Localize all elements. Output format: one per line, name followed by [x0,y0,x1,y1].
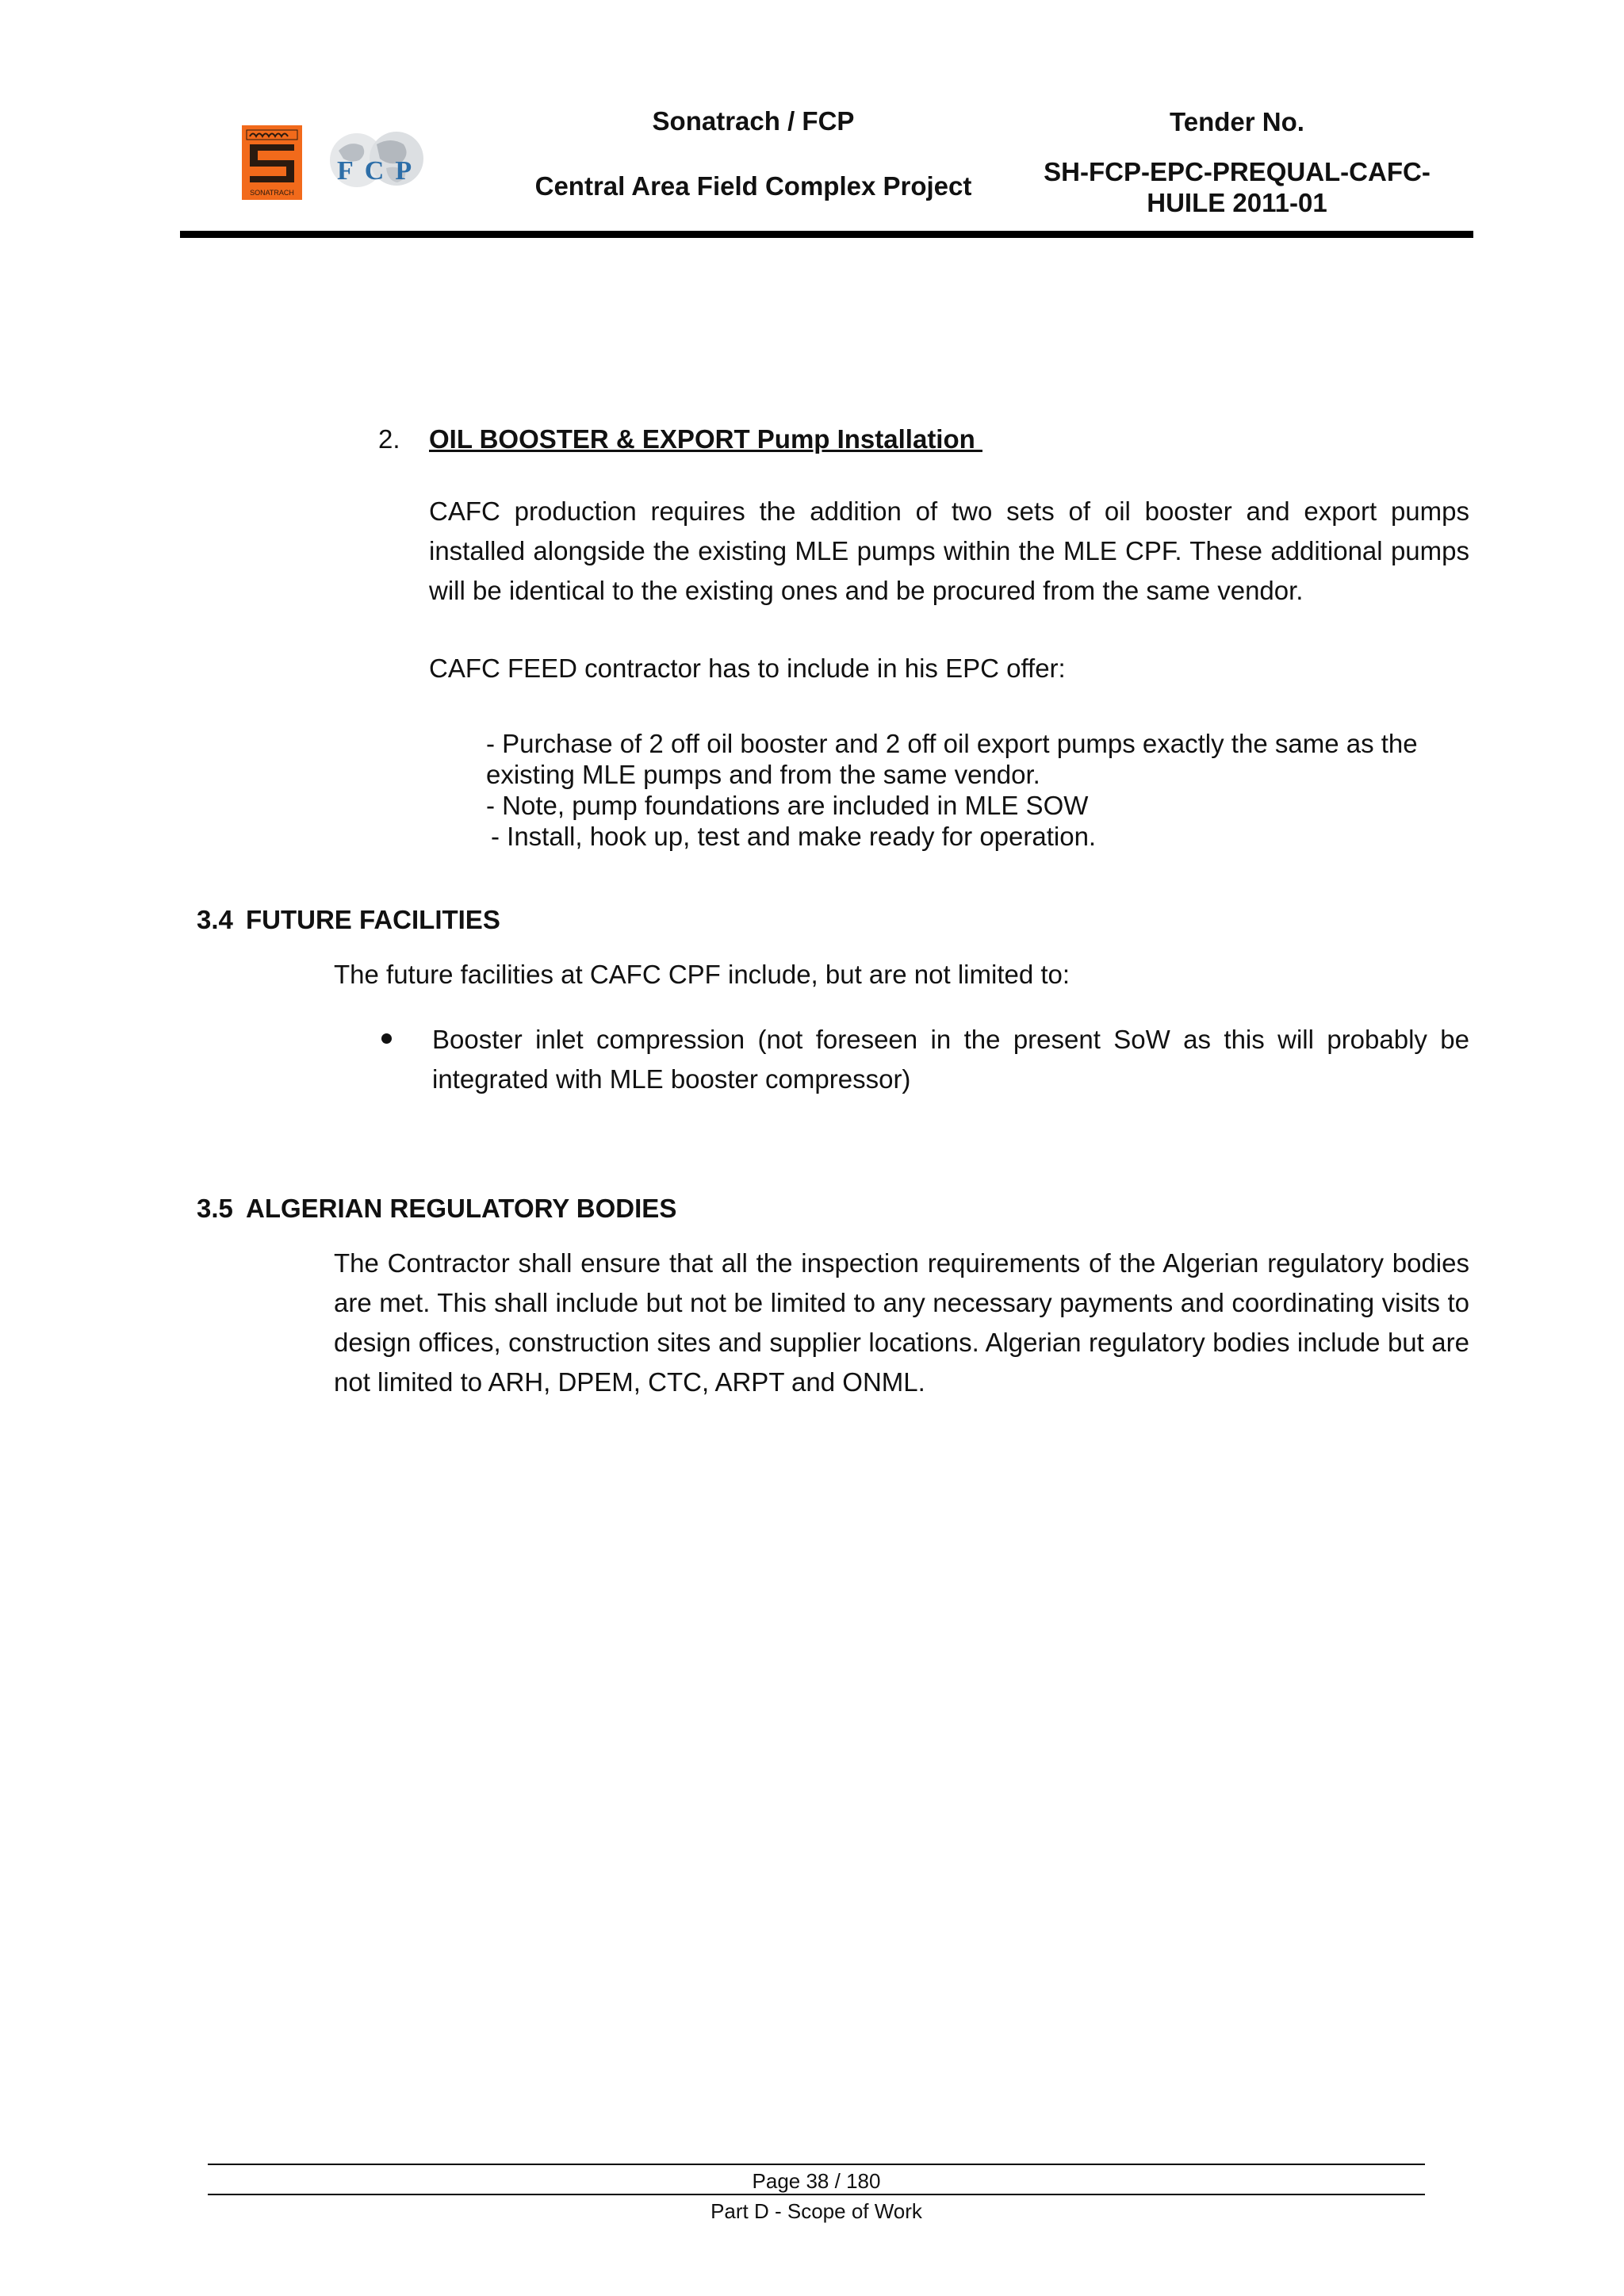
section-title: FUTURE FACILITIES [246,905,500,934]
svg-text:FCP: FCP [337,156,423,186]
list-item: - Install, hook up, test and make ready for operation. [491,822,1097,851]
bullet-icon [381,1033,392,1044]
list-item: - Note, pump foundations are included in MLE SOW [486,791,1089,820]
footer-divider-top [208,2164,1425,2165]
fcp-logo [321,127,448,198]
item-title: OIL BOOSTER & EXPORT Pump Installation [429,424,982,454]
list-item: - Purchase of 2 off oil booster and 2 off oil export pumps exactly the same as the [486,729,1418,758]
header-project: Central Area Field Complex Project [534,171,972,201]
bullet-text: Booster inlet compression (not foreseen in the present SoW as this will probably be integrated with MLE booster compressor) [432,1025,1469,1094]
item-paragraph-2: CAFC FEED contractor has to include in his EPC offer: [429,654,1066,683]
header-company: Sonatrach / FCP [652,106,855,136]
svg-text:SONATRACH: SONATRACH [250,189,294,197]
tender-number-line-2: HUILE 2011-01 [1147,188,1327,217]
sonatrach-logo [242,125,302,200]
header-logos [242,119,456,206]
section-number: 3.5 [197,1194,233,1223]
header-divider [180,231,1473,238]
header-tender-label: Tender No. [1170,107,1304,136]
header-tender-number [1003,156,1471,218]
list-item: existing MLE pumps and from the same vendor. [486,760,1040,789]
section-heading-3-5 [197,1194,676,1224]
footer-part-label: Part D - Scope of Work [710,2199,922,2223]
item-number: 2. [378,424,400,454]
section-number: 3.4 [197,905,233,934]
section-heading-3-4 [197,905,500,935]
epc-offer-list [486,728,1473,852]
section-3-4-intro: The future facilities at CAFC CPF include, but are not limited to: [334,960,1071,989]
footer-divider-bottom [208,2194,1425,2195]
item-paragraph-1: CAFC production requires the addition of two sets of oil booster and export pumps installed alongside the existing MLE pumps within the MLE CPF. These additional pumps will be identical to the existing ones and be procured from the same vendor. [429,496,1469,605]
section-title: ALGERIAN REGULATORY BODIES [246,1194,677,1223]
tender-number-line-1: SH-FCP-EPC-PREQUAL-CAFC- [1044,157,1431,186]
section-3-5-paragraph: The Contractor shall ensure that all the inspection requirements of the Algerian regulatory bodies are met. This shall include but not be limited to any necessary payments and coordinating visits to design offices, construction sites and supplier locations. Algerian regulatory bodies include but are not limited to ARH, DPEM, CTC, ARPT and ONML. [334,1248,1469,1397]
footer-page-number: Page 38 / 180 [752,2169,881,2193]
